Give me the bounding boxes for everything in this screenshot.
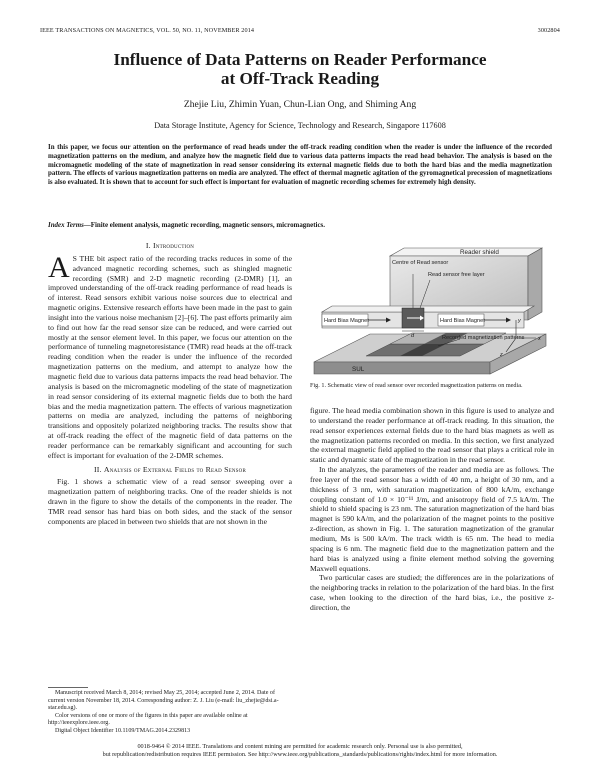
copyright-line-1: 0018-9464 © 2014 IEEE. Translations and content mining are permitted for academic research only. Personal use is also permitted, <box>137 743 463 750</box>
figure-1-schematic <box>310 242 554 380</box>
index-terms <box>48 221 552 230</box>
right-column <box>310 406 554 613</box>
right-paragraph-2: In the analyzes, the parameters of the reader and media are as follows. The free layer of the read sensor has a width of 40 nm, a height of 30 nm, and a thickness of 3 nm, with saturation magnetization of 800 kA/m, exchange coupling constant of 1.0 × 10⁻¹¹ J/m, and anisotropy field of 7.5 kA/m. The shield to shield spacing is 23 nm. The saturation magnetization of the hard bias magnet is 590 kA/m, and the polarization of the magnet points to the positive z-direction, as shown in Fig. 1. The saturation magnetization of the granular medium, Ms is 500 kA/m. The track width is 65 nm. The head to media spacing is 6 nm. The magnetic field due to the magnetization pattern and the hard bias is analyzed using a finite element method solving the governing Maxwell equations. <box>310 465 554 573</box>
index-terms-lead: Index Terms <box>48 221 84 229</box>
label-axis-x: x <box>538 336 541 342</box>
section-1-heading <box>48 241 292 251</box>
footnote-color: Color versions of one or more of the figures in this paper are available online at http://ieeexplore.ieee.org. <box>48 712 248 727</box>
document-id: 3002804 <box>537 27 560 34</box>
intro-text: bit aspect ratio of the recording tracks reduces in some of the advanced magnetic recording schemes, such as shingled magnetic recording (SMR) and 2-D magnetic recording (2-DMR) [1], an improved understanding of the off-track reading performance of read heads is of interest. Read sensors exhibit various noise sources due to electrical and magnetic origins. Extensive research efforts have been made in the past to gain insight into the various noise mechanism [2]–[6]. The past efforts primarily aim to find out how far the read sensor size can be reduced, and were carried out mostly at the sensor element level. In this paper, we focus our attention on the performance of tunneling magnetoresistance (TMR) read heads at the off-track reading condition when the reader is under the influence of the recorded magnetization patterns on the medium, and attempt to analyze how the magnetic field due to various data patterns impacts the read head behavior. The analysis is based on the micromagnetic modeling of the state of magnetization in read sensor considering of its external magnetic fields due to both the hard bias and the media magnetization pattern. The effects of various magnetization patterns on media are analyzed, including the patterns of neighboring transitions and oppositely polarized neighboring tracks. The results show that at off-track reading the effect of the magnetic field of data patterns on the reader performance can be remarkably significant and accounting for such effect is important for evaluation of the 2-DMR schemes. <box>48 253 293 460</box>
section-2-heading <box>48 465 292 475</box>
figure-1 <box>310 242 554 380</box>
paper-title <box>40 50 560 88</box>
label-hard-bias-left: Hard Bias Magnet <box>324 318 369 324</box>
drop-cap: A <box>48 250 70 284</box>
label-read-sensor-free-layer: Read sensor free layer <box>428 272 485 278</box>
sul-front <box>314 362 490 374</box>
intro-first-word: S THE <box>72 253 95 263</box>
right-paragraph-1: figure. The head media combination shown in this figure is used to analyze and to understand the reader performance at off-track reading. In this situation, the read sensor experiences external fields due to the hard bias magnets as well as the magnetization patterns recorded on media. In this section, we first analyzed the external magnetic field applied to the read sensor that plays a critical role in static and dynamic state of the magnetization in the read sensor. <box>310 406 554 465</box>
copyright-line-2: but republication/redistribution requires IEEE permission. See http://www.ieee.org/publications_standards/publications/rights/index.html for more information. <box>102 751 498 758</box>
section-2-number: II. <box>93 464 102 474</box>
footnotes <box>48 690 292 736</box>
label-centre-read-sensor: Centre of Read sensor <box>392 260 449 266</box>
shield-side <box>528 248 542 320</box>
section-2-paragraph: Fig. 1 shows a schematic view of a read sensor sweeping over a magnetization pattern of neighboring tracks. One of the reader shields is not drawn in the figure to show the details of the components in the reader. The TMR read sensor has hard bias on both sides, and the stack of the sensor components are placed in between two shields that are not shown in the <box>48 477 292 526</box>
abstract-text: In this paper, we focus our attention on the performance of read heads under the off-track reading condition when the reader is under the influence of the recorded magnetization patterns on the medium, and analyze how the magnetic field due to various data patterns impacts the read head behavior. The analysis is based on the micromagnetic modeling of the state of magnetization in read sensor considering its external magnetic fields due to both the hard bias and the media magnetization pattern. The effects of various magnetization patterns on media are analyzed. The effect of thermal magnetic agitation of the gyromagnetical precession of magnetizations is also evaluated. It is shown that to account for such effect is important for evaluation of magnetic recording schemes for extremely high density. <box>48 143 552 187</box>
label-sul: SUL <box>352 366 365 373</box>
intro-paragraph <box>48 250 293 461</box>
label-recorded-magnetization: Recorded magnetization patterns <box>442 335 525 341</box>
title-line-2: at Off-Track Reading <box>220 69 380 88</box>
copyright-notice <box>40 743 560 759</box>
label-reader-shield: Reader shield <box>460 249 499 256</box>
label-axis-y: y <box>518 318 521 324</box>
author-list: Zhejie Liu, Zhimin Yuan, Chun-Lian Ong, and Shiming Ang <box>183 99 417 110</box>
label-hard-bias-right: Hard Bias Magnet <box>440 318 485 324</box>
running-header <box>40 27 560 37</box>
footnote-rule <box>48 687 88 688</box>
figure-1-caption: Fig. 1. Schematic view of read sensor over recorded magnetization patterns on media. <box>310 382 523 389</box>
label-axis-z: z <box>500 352 503 358</box>
section-2-title: Analysis of External Fields to Read Sensor <box>103 464 246 474</box>
section-1-number: I. <box>145 241 151 250</box>
section-1-title: Introduction <box>153 241 195 250</box>
left-column <box>48 241 292 527</box>
affiliation: Data Storage Institute, Agency for Science, Technology and Research, Singapore 117608 <box>154 121 446 130</box>
title-line-1: Influence of Data Patterns on Reader Performance <box>113 50 487 69</box>
journal-name: IEEE TRANSACTIONS ON MAGNETICS, VOL. 50, NO. 11, NOVEMBER 2014 <box>40 27 255 34</box>
index-terms-text: —Finite element analysis, magnetic recording, magnetic sensors, micromagnetics. <box>83 221 325 229</box>
footnote-manuscript: Manuscript received March 8, 2014; revised May 25, 2014; accepted June 2, 2014. Date of current version November 18, 2014. Corresponding author: Z. J. Liu (e-mail: liu_zhejie@dsi.a-star.edu.sg). <box>48 690 279 712</box>
hard-bias-top <box>322 306 534 312</box>
label-dim-d: d <box>411 333 415 339</box>
right-paragraph-3: Two particular cases are studied; the differences are in the polarizations of the neighboring tracks in relation to the polarization of the hard bias. In the first case, when looking to the direction of the hard bias, i.e., the positive z-direction, the <box>310 573 554 612</box>
footnote-doi: Digital Object Identifier 10.1109/TMAG.2014.2329813 <box>55 727 191 734</box>
abstract <box>48 143 552 187</box>
